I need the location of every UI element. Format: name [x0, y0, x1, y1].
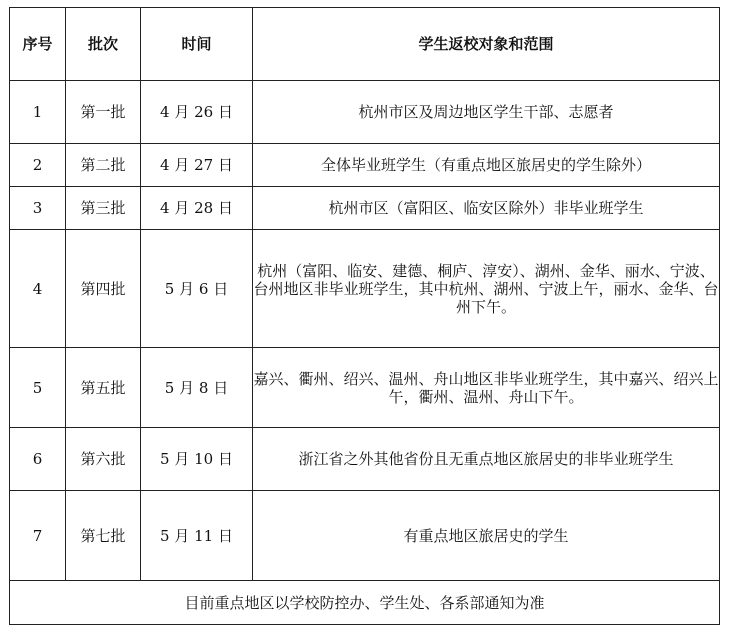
header-index: 序号 — [10, 8, 66, 81]
table-row — [10, 428, 720, 491]
footer-note: 目前重点地区以学校防控办、学生处、各系部通知为准 — [10, 581, 720, 625]
row-scope: 杭州市区及周边地区学生干部、志愿者 — [253, 81, 720, 144]
row-scope: 杭州（富阳、临安、建德、桐庐、淳安）、湖州、金华、丽水、宁波、台州地区非毕业班学生，其中杭州、湖州、宁波上午，丽水、金华、台州下午。 — [253, 230, 720, 348]
row-time: 5 月 6 日 — [141, 230, 253, 348]
header-batch: 批次 — [66, 8, 141, 81]
row-scope: 全体毕业班学生（有重点地区旅居史的学生除外） — [253, 144, 720, 187]
row-time: 5 月 10 日 — [141, 428, 253, 491]
row-time: 4 月 28 日 — [141, 187, 253, 230]
row-scope: 浙江省之外其他省份且无重点地区旅居史的非毕业班学生 — [253, 428, 720, 491]
header-scope: 学生返校对象和范围 — [253, 8, 720, 81]
row-index: 6 — [10, 428, 66, 491]
row-index: 2 — [10, 144, 66, 187]
table-row — [10, 81, 720, 144]
row-time: 4 月 27 日 — [141, 144, 253, 187]
row-index: 1 — [10, 81, 66, 144]
row-time: 5 月 8 日 — [141, 348, 253, 428]
row-batch: 第二批 — [66, 144, 141, 187]
row-index: 7 — [10, 491, 66, 581]
row-batch: 第四批 — [66, 230, 141, 348]
row-scope: 杭州市区（富阳区、临安区除外）非毕业班学生 — [253, 187, 720, 230]
return-schedule-table — [9, 7, 720, 625]
row-index: 4 — [10, 230, 66, 348]
row-time: 5 月 11 日 — [141, 491, 253, 581]
row-scope: 嘉兴、衢州、绍兴、温州、舟山地区非毕业班学生，其中嘉兴、绍兴上午，衢州、温州、舟山下午。 — [253, 348, 720, 428]
table-row — [10, 230, 720, 348]
row-batch: 第七批 — [66, 491, 141, 581]
row-index: 5 — [10, 348, 66, 428]
header-time: 时间 — [141, 8, 253, 81]
row-scope: 有重点地区旅居史的学生 — [253, 491, 720, 581]
table-footer-row — [10, 581, 720, 625]
row-batch: 第三批 — [66, 187, 141, 230]
row-time: 4 月 26 日 — [141, 81, 253, 144]
row-index: 3 — [10, 187, 66, 230]
table-row — [10, 187, 720, 230]
row-batch: 第一批 — [66, 81, 141, 144]
table-row — [10, 348, 720, 428]
table-row — [10, 144, 720, 187]
row-batch: 第六批 — [66, 428, 141, 491]
table-row — [10, 491, 720, 581]
table-header-row — [10, 8, 720, 81]
row-batch: 第五批 — [66, 348, 141, 428]
